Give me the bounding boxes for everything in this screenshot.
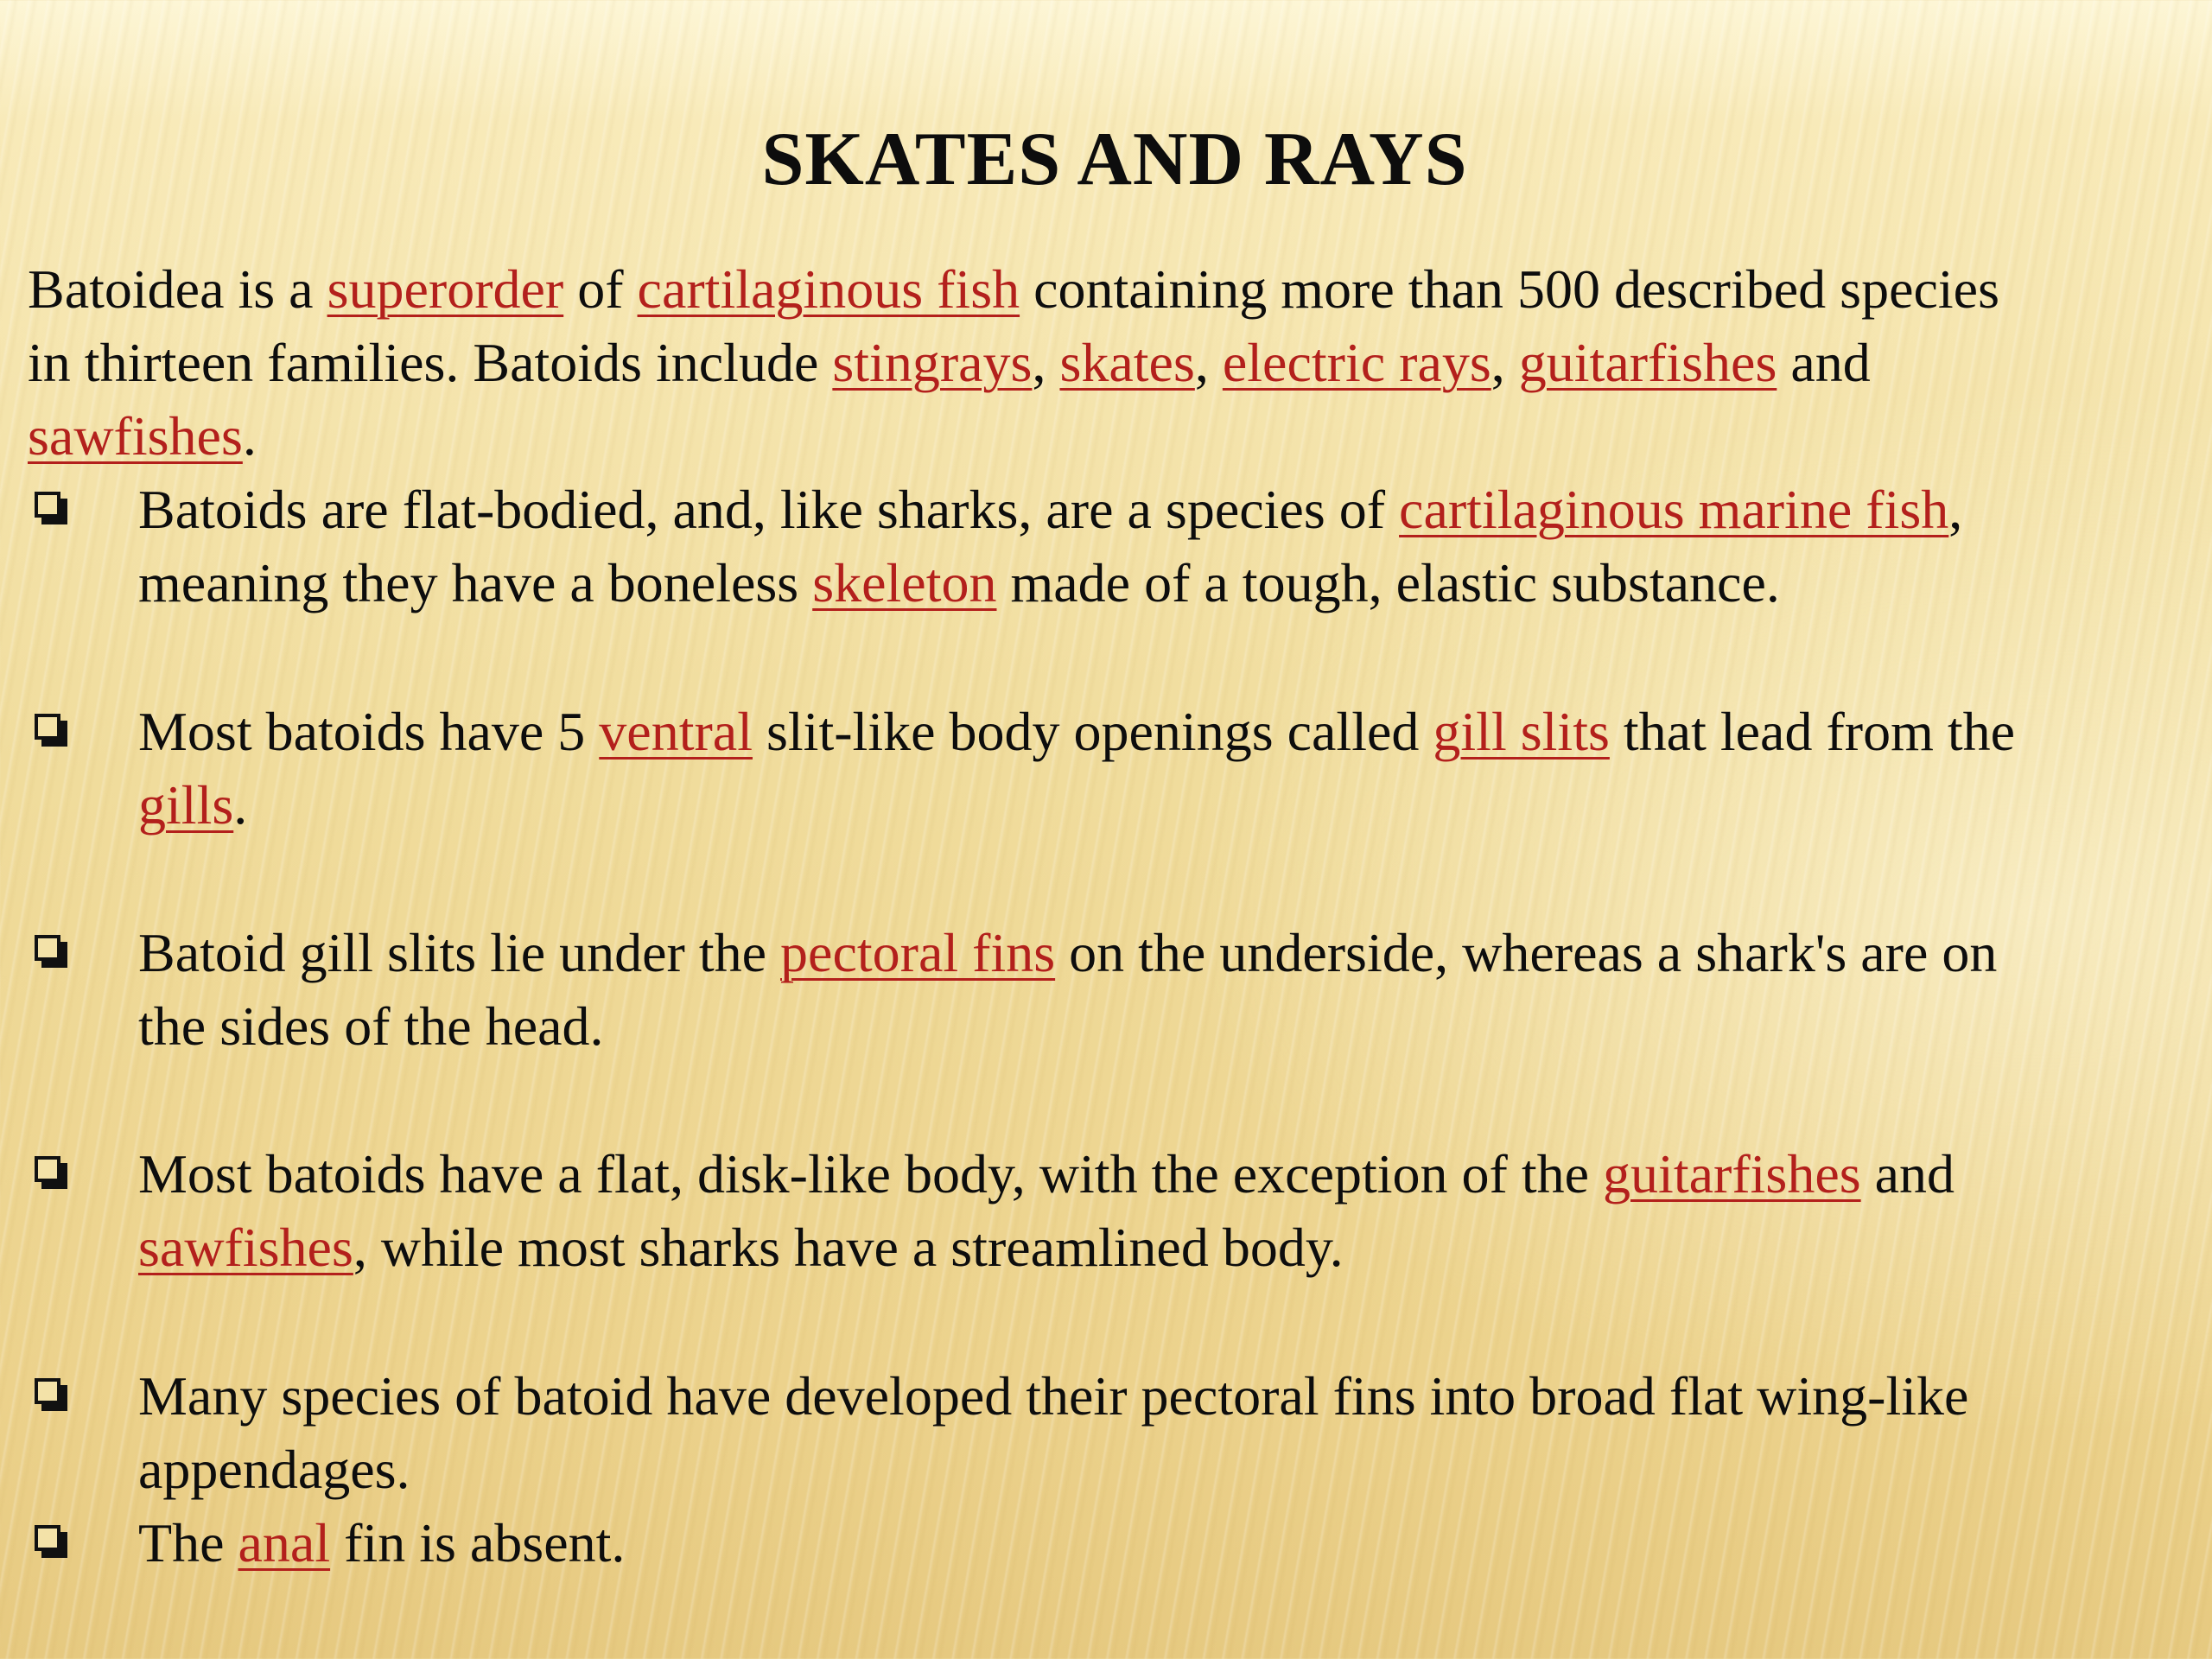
bullet-text: Many species of batoid have developed their pectoral fins into broad flat wing-like appendages. xyxy=(138,1365,1969,1500)
link-cartilaginous-fish[interactable]: cartilaginous fish xyxy=(637,258,1020,320)
intro-text: , xyxy=(1194,332,1223,393)
shadowed-square-bullet-icon xyxy=(35,1156,67,1189)
intro-text: , xyxy=(1491,332,1519,393)
shadowed-square-bullet-icon xyxy=(35,1378,67,1411)
intro-line-1 xyxy=(28,252,2212,326)
link-electric-rays[interactable]: electric rays xyxy=(1222,332,1491,393)
intro-text: in thirteen families. Batoids include xyxy=(28,332,833,393)
link-cartilaginous-marine-fish[interactable]: cartilaginous marine fish xyxy=(1399,479,1949,540)
shadowed-square-bullet-icon xyxy=(35,1525,67,1558)
slide-title: SKATES AND RAYS xyxy=(761,118,1468,201)
bullet-text: The anal fin is absent. xyxy=(138,1512,626,1573)
link-anal[interactable]: anal xyxy=(238,1512,331,1573)
bullet-text: Batoid gill slits lie under the pectoral fins on the underside, whereas a shark's are on the sides of the head. xyxy=(138,922,1998,1057)
link-skeleton[interactable]: skeleton xyxy=(812,552,997,613)
link-guitarfishes-2[interactable]: guitarfishes xyxy=(1603,1143,1861,1205)
intro-paragraph xyxy=(28,252,2212,473)
intro-line-2 xyxy=(28,326,2212,399)
link-sawfishes[interactable]: sawfishes xyxy=(28,405,243,467)
link-gill-slits[interactable]: gill slits xyxy=(1433,701,1610,762)
link-sawfishes-2[interactable]: sawfishes xyxy=(138,1217,353,1278)
link-gills[interactable]: gills xyxy=(138,774,234,836)
intro-line-3 xyxy=(28,399,2212,473)
link-pectoral-fins[interactable]: pectoral fins xyxy=(780,922,1056,983)
link-stingrays[interactable]: stingrays xyxy=(832,332,1033,393)
bullet-text: Most batoids have 5 ventral slit-like body openings called gill slits that lead from the gills. xyxy=(138,701,2016,836)
shadowed-square-bullet-icon xyxy=(35,714,67,747)
intro-text: . xyxy=(242,405,257,467)
bullet-text: Most batoids have a flat, disk-like body, with the exception of the guitarfishes and sawfishes, while most sharks have a streamlined body. xyxy=(138,1143,1955,1278)
bullet-text: Batoids are flat-bodied, and, like sharks, are a species of cartilaginous marine fish, meaning they have a boneless skeleton made of a tough, elastic substance. xyxy=(138,479,1963,613)
intro-text: and xyxy=(1777,332,1871,393)
link-ventral[interactable]: ventral xyxy=(599,701,753,762)
shadowed-square-bullet-icon xyxy=(35,492,67,524)
link-skates[interactable]: skates xyxy=(1059,332,1195,393)
shadowed-square-bullet-icon xyxy=(35,935,67,968)
intro-text: containing more than 500 described species xyxy=(1020,258,1999,320)
link-superorder[interactable]: superorder xyxy=(327,258,564,320)
intro-text: , xyxy=(1032,332,1060,393)
link-guitarfishes[interactable]: guitarfishes xyxy=(1518,332,1777,393)
intro-text: Batoidea is a xyxy=(28,258,327,320)
intro-text: of xyxy=(563,258,638,320)
